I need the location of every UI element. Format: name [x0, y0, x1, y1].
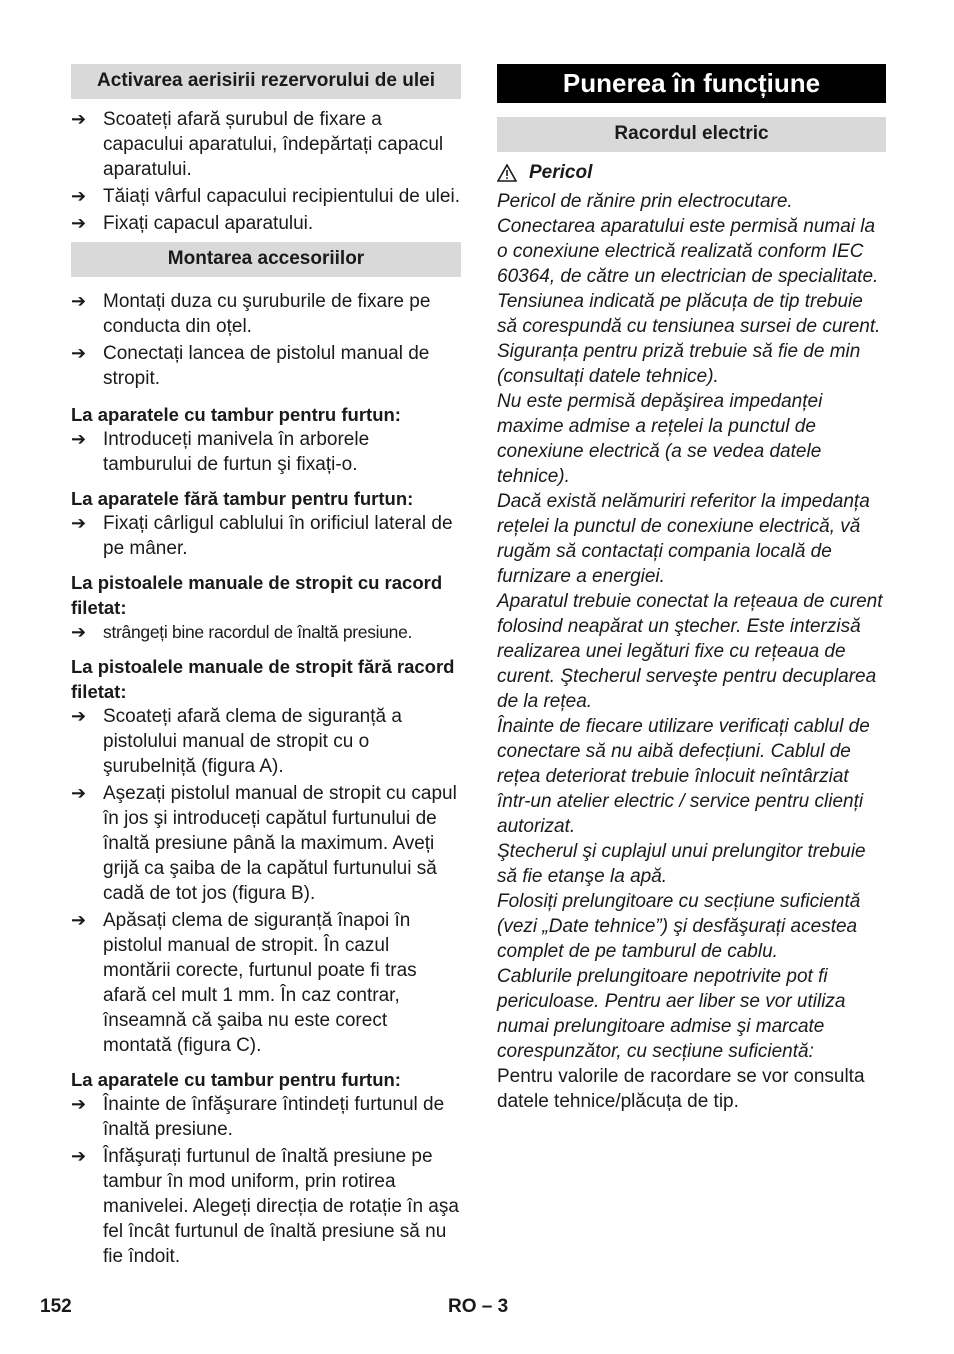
arrow-right-icon: ➔ — [71, 622, 86, 642]
list-item: ➔ Înfăşurați furtunul de înaltă presiune pe tambur în mod uniform, prin rotirea manivelei. Alegeți direcția de rotație în aşa fel încât furtunul de înaltă presiune să nu fie îndoit. — [71, 1146, 459, 1267]
arrow-right-icon: ➔ — [71, 910, 87, 930]
list-item: ➔ Apăsați clema de siguranță înapoi în pistolul manual de stropit. În cazul montării corecte, furtunul poate fi tras afară cel mult 1 mm. În caz contrar, înseamnă că şaiba nu este corect montată (figura C). — [71, 910, 417, 1056]
warning-triangle-icon — [497, 164, 517, 182]
page-number: 152 — [40, 1296, 72, 1317]
arrow-right-icon: ➔ — [71, 1094, 87, 1114]
section-title-electrical-connection: Racordul electric — [497, 117, 886, 152]
danger-paragraph: Nu este permisă depăşirea impedanței maxime admise a rețelei la punctul de conexiune electrică (a se vedea datele tehnice). — [497, 391, 823, 487]
list-item: ➔ Fixați capacul aparatului. — [71, 213, 314, 234]
list-item: ➔ Conectați lancea de pistolul manual de stropit. — [71, 343, 430, 389]
subheading-without-hose-reel: La aparatele fără tambur pentru furtun: — [71, 488, 414, 509]
language-page-code: RO – 3 — [448, 1296, 509, 1317]
section-title-accessories: Montarea accesoriilor — [71, 242, 461, 277]
oil-tank-vent-steps — [71, 107, 461, 236]
list-item: ➔ Înainte de înfăşurare întindeți furtunul de înaltă presiune. — [71, 1094, 445, 1140]
list-item: ➔ strângeți bine racordul de înaltă presiune. — [71, 620, 461, 645]
list-item: ➔ Tăiați vârful capacului recipientului de ulei. — [71, 186, 460, 207]
accessories-steps — [71, 289, 461, 391]
arrow-right-icon: ➔ — [71, 429, 87, 449]
arrow-right-icon: ➔ — [71, 706, 87, 726]
danger-paragraph: Siguranța pentru priză trebuie să fie de min (consultați datele tehnice). — [497, 341, 861, 387]
list-item: ➔ Scoateți afară șurubul de fixare a capacului aparatului, îndepărtați capacul aparatului. — [71, 109, 444, 180]
danger-paragraph: Ştecherul şi cuplajul unui prelungitor trebuie să fie etanşe la apă. — [497, 841, 866, 887]
danger-paragraph: Folosiți prelungitoare cu secțiune suficientă (vezi „Date tehnice”) şi desfăşurați acestea complet de pe tamburul de cablu. — [497, 891, 861, 962]
subheading-with-hose-reel-winding: La aparatele cu tambur pentru furtun: — [71, 1069, 401, 1090]
list-item: ➔ Introduceți manivela în arborele tamburului de furtun şi fixați-o. — [71, 429, 370, 475]
danger-paragraph: Dacă există nelămuriri referitor la impedanța rețelei la punctul de conexiune electrică, vă rugăm să contactați compania locală de furnizare a energiei. — [497, 491, 870, 587]
danger-paragraph: Aparatul trebuie conectat la rețeaua de curent folosind neapărat un ştecher. Este interzisă realizarea unei legături fixe cu rețeaua de curent. Ştecherul serveşte pentru decuplarea de la rețea. — [497, 591, 883, 712]
danger-heading — [497, 160, 886, 185]
right-column — [497, 64, 886, 1114]
danger-paragraph: Conectarea aparatului este permisă numai la o conexiune electrică realizată conform IEC 60364, de către un electrician de specialitate. — [497, 216, 879, 287]
subheading-threaded-gun: La pistoalele manuale de stropit cu racord filetat: — [71, 572, 443, 618]
arrow-right-icon: ➔ — [71, 783, 87, 803]
list-item: ➔ Aşezați pistolul manual de stropit cu capul în jos şi introduceți capătul furtunului de înaltă presiune până la maximum. Aveți grijă ca şaiba de la capătul furtunului să cadă de tot jos (figura B). — [71, 783, 457, 904]
danger-label: Pericol — [529, 162, 593, 183]
section-title-oil-tank-vent: Activarea aerisirii rezervorului de ulei — [71, 64, 461, 99]
arrow-right-icon: ➔ — [71, 109, 87, 129]
danger-text — [497, 189, 886, 1064]
left-column — [71, 64, 461, 1271]
chapter-title: Punerea în funcțiune — [497, 64, 886, 103]
list-item: ➔ Fixați cârligul cablului în orificiul lateral de pe mâner. — [71, 513, 453, 559]
subheading-unthreaded-gun: La pistoalele manuale de stropit fără racord filetat: — [71, 656, 455, 702]
arrow-right-icon: ➔ — [71, 291, 87, 311]
danger-paragraph: Înainte de fiecare utilizare verificați cablul de conectare să nu aibă defecțiuni. Cablul de rețea deteriorat trebuie înlocuit neîntârziat într-un atelier electric / service pentru clienți autorizat. — [497, 716, 870, 837]
arrow-right-icon: ➔ — [71, 513, 87, 533]
danger-paragraph: Tensiunea indicată pe plăcuța de tip trebuie să corespundă cu tensiunea sursei de curent. — [497, 291, 881, 337]
arrow-right-icon: ➔ — [71, 343, 87, 363]
subheading-with-hose-reel: La aparatele cu tambur pentru furtun: — [71, 404, 401, 425]
arrow-right-icon: ➔ — [71, 1146, 87, 1166]
connection-values-note: Pentru valorile de racordare se vor consulta datele tehnice/plăcuța de tip. — [497, 1066, 865, 1112]
list-item: ➔ Scoateți afară clema de siguranță a pistolului manual de stropit cu o şurubelniță (figura A). — [71, 706, 402, 777]
arrow-right-icon: ➔ — [71, 186, 87, 206]
danger-paragraph: Pericol de rănire prin electrocutare. — [497, 191, 793, 212]
danger-paragraph: Cablurile prelungitoare nepotrivite pot fi periculoase. Pentru aer liber se vor utiliza numai prelungitoare admise şi marcate corespunzător, cu secțiune suficientă: — [497, 966, 846, 1062]
list-item: ➔ Montați duza cu şuruburile de fixare pe conducta din oțel. — [71, 291, 431, 337]
arrow-right-icon: ➔ — [71, 213, 87, 233]
